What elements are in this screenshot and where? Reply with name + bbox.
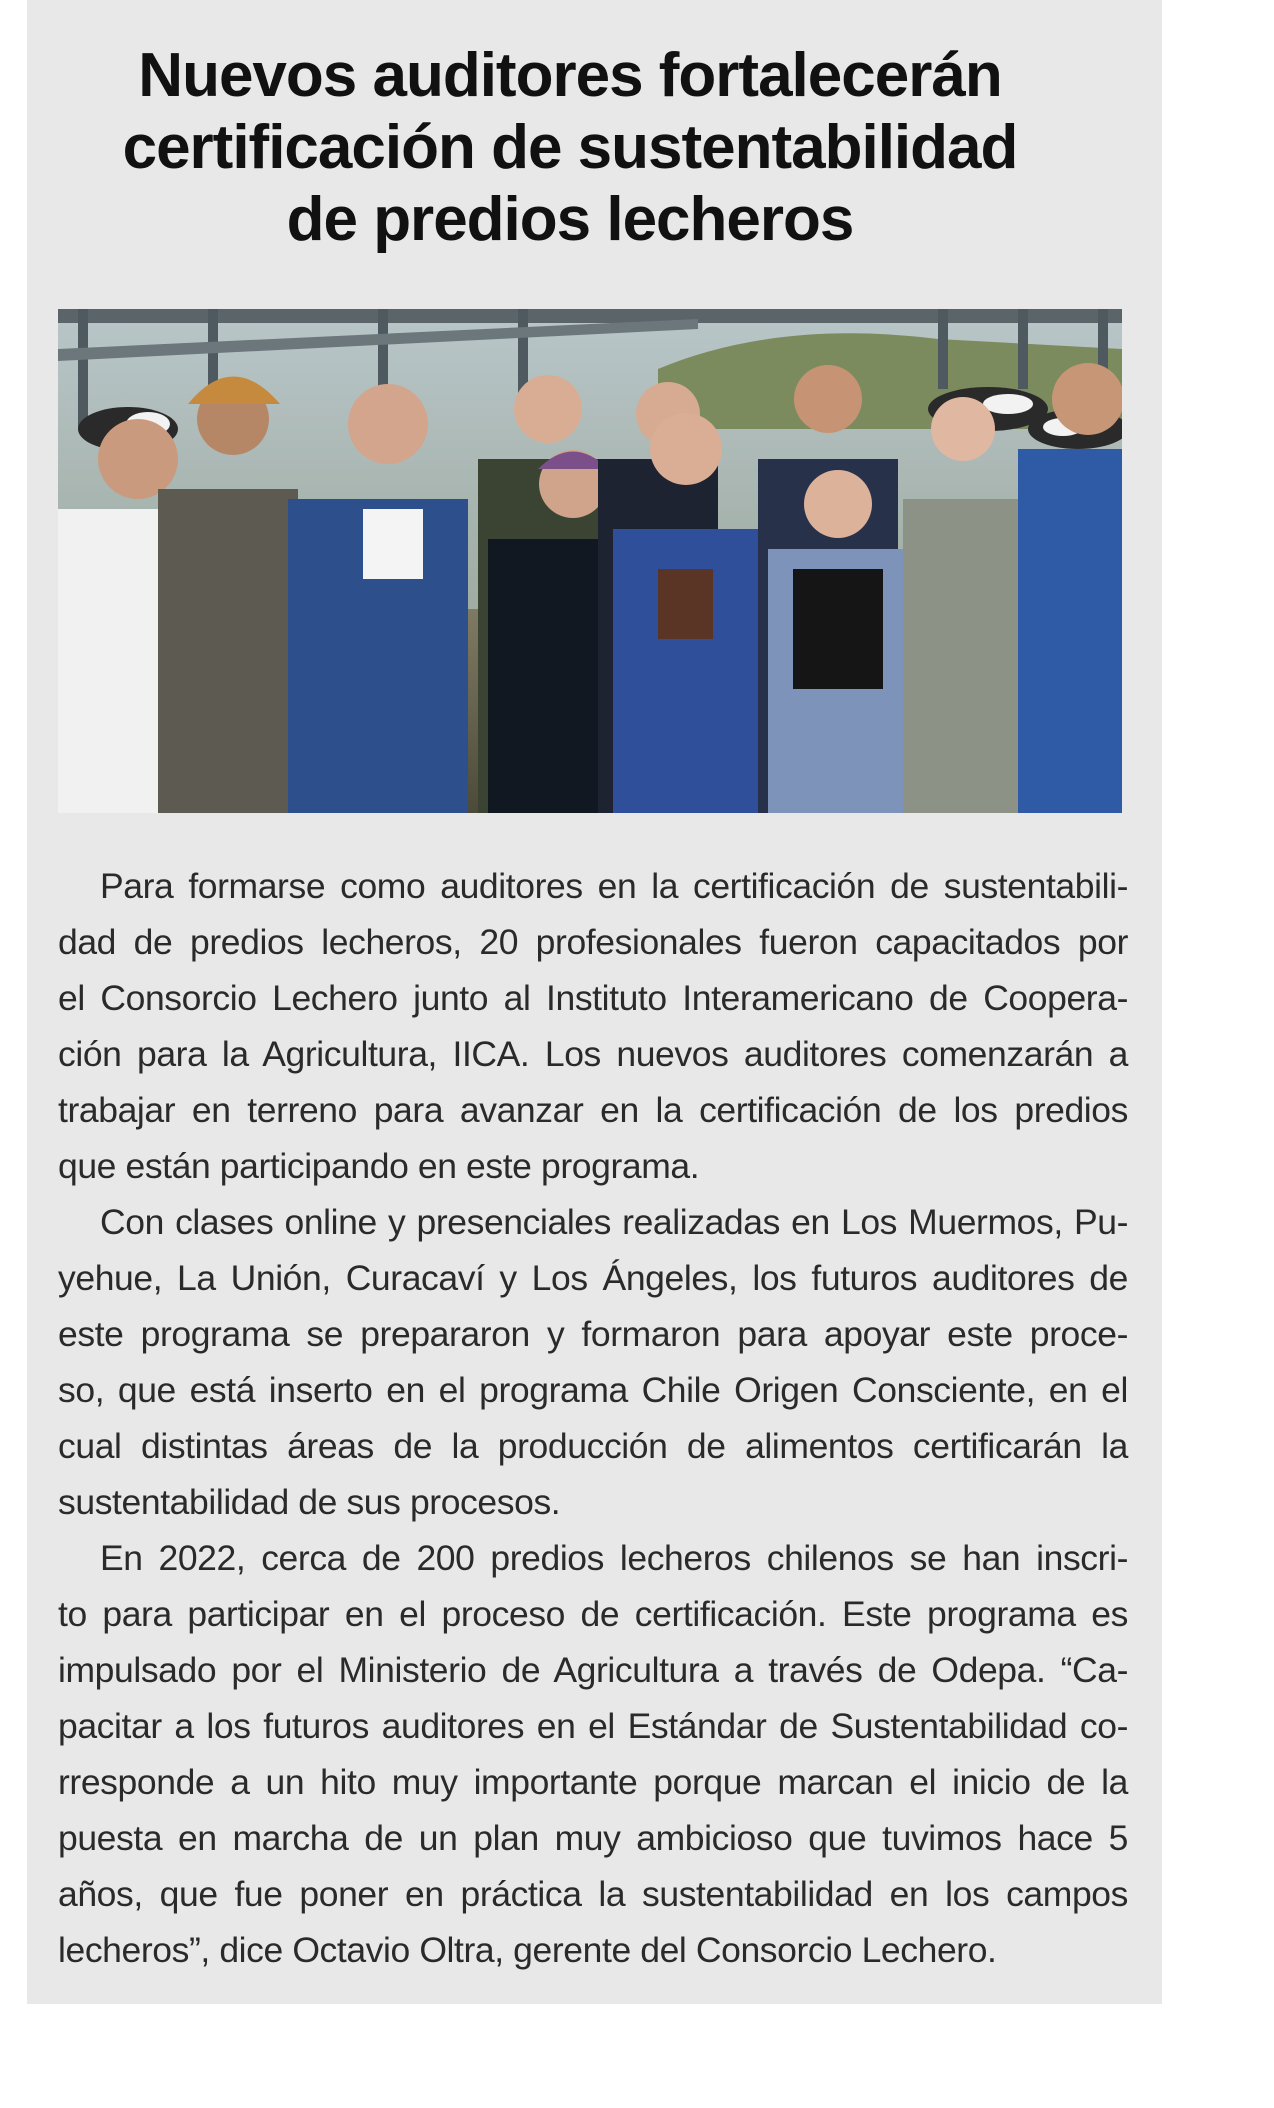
paragraph bbox=[58, 1194, 1128, 1530]
text-line: cual distintas áreas de la producción de alimentos certificarán la bbox=[58, 1426, 1128, 1466]
text-line: ción para la Agricultura, IICA. Los nuevos auditores comenzarán a bbox=[58, 1034, 1128, 1074]
headline-line: certificación de sustentabilidad bbox=[122, 113, 1018, 182]
group-photo bbox=[58, 309, 1122, 813]
text-line: Con clases online y presenciales realizadas en Los Muermos, Pu- bbox=[100, 1202, 1128, 1242]
article-headline bbox=[60, 40, 1080, 256]
text-line: rresponde a un hito muy importante porque marcan el inicio de la bbox=[58, 1762, 1128, 1802]
paragraph bbox=[58, 1530, 1128, 1978]
text-line: impulsado por el Ministerio de Agricultura a través de Odepa. “Ca- bbox=[58, 1650, 1128, 1690]
text-line: años, que fue poner en práctica la sustentabilidad en los campos bbox=[58, 1874, 1128, 1914]
group-photo-icon bbox=[58, 309, 1122, 813]
article-body bbox=[58, 858, 1128, 1978]
text-line: sustentabilidad de sus procesos. bbox=[58, 1482, 561, 1522]
text-line: dad de predios lecheros, 20 profesionales fueron capacitados por bbox=[58, 922, 1128, 962]
headline-line: de predios lecheros bbox=[286, 185, 854, 254]
text-line: lecheros”, dice Octavio Oltra, gerente del Consorcio Lechero. bbox=[58, 1930, 997, 1970]
text-line: pacitar a los futuros auditores en el Estándar de Sustentabilidad co- bbox=[58, 1706, 1128, 1746]
text-line: so, que está inserto en el programa Chile Origen Consciente, en el bbox=[58, 1370, 1128, 1410]
text-line: que están participando en este programa. bbox=[58, 1146, 700, 1186]
text-line: to para participar en el proceso de certificación. Este programa es bbox=[58, 1594, 1128, 1634]
text-line: Para formarse como auditores en la certificación de sustentabili- bbox=[100, 866, 1128, 906]
text-line: yehue, La Unión, Curacaví y Los Ángeles, los futuros auditores de bbox=[58, 1258, 1128, 1298]
paragraph bbox=[58, 858, 1128, 1194]
headline-line: Nuevos auditores fortalecerán bbox=[138, 41, 1002, 110]
text-line: este programa se prepararon y formaron para apoyar este proce- bbox=[58, 1314, 1128, 1354]
text-line: el Consorcio Lechero junto al Instituto Interamericano de Coopera- bbox=[58, 978, 1128, 1018]
text-line: En 2022, cerca de 200 predios lecheros chilenos se han inscri- bbox=[100, 1538, 1128, 1578]
text-line: trabajar en terreno para avanzar en la certificación de los predios bbox=[58, 1090, 1128, 1130]
text-line: puesta en marcha de un plan muy ambicioso que tuvimos hace 5 bbox=[58, 1818, 1128, 1858]
